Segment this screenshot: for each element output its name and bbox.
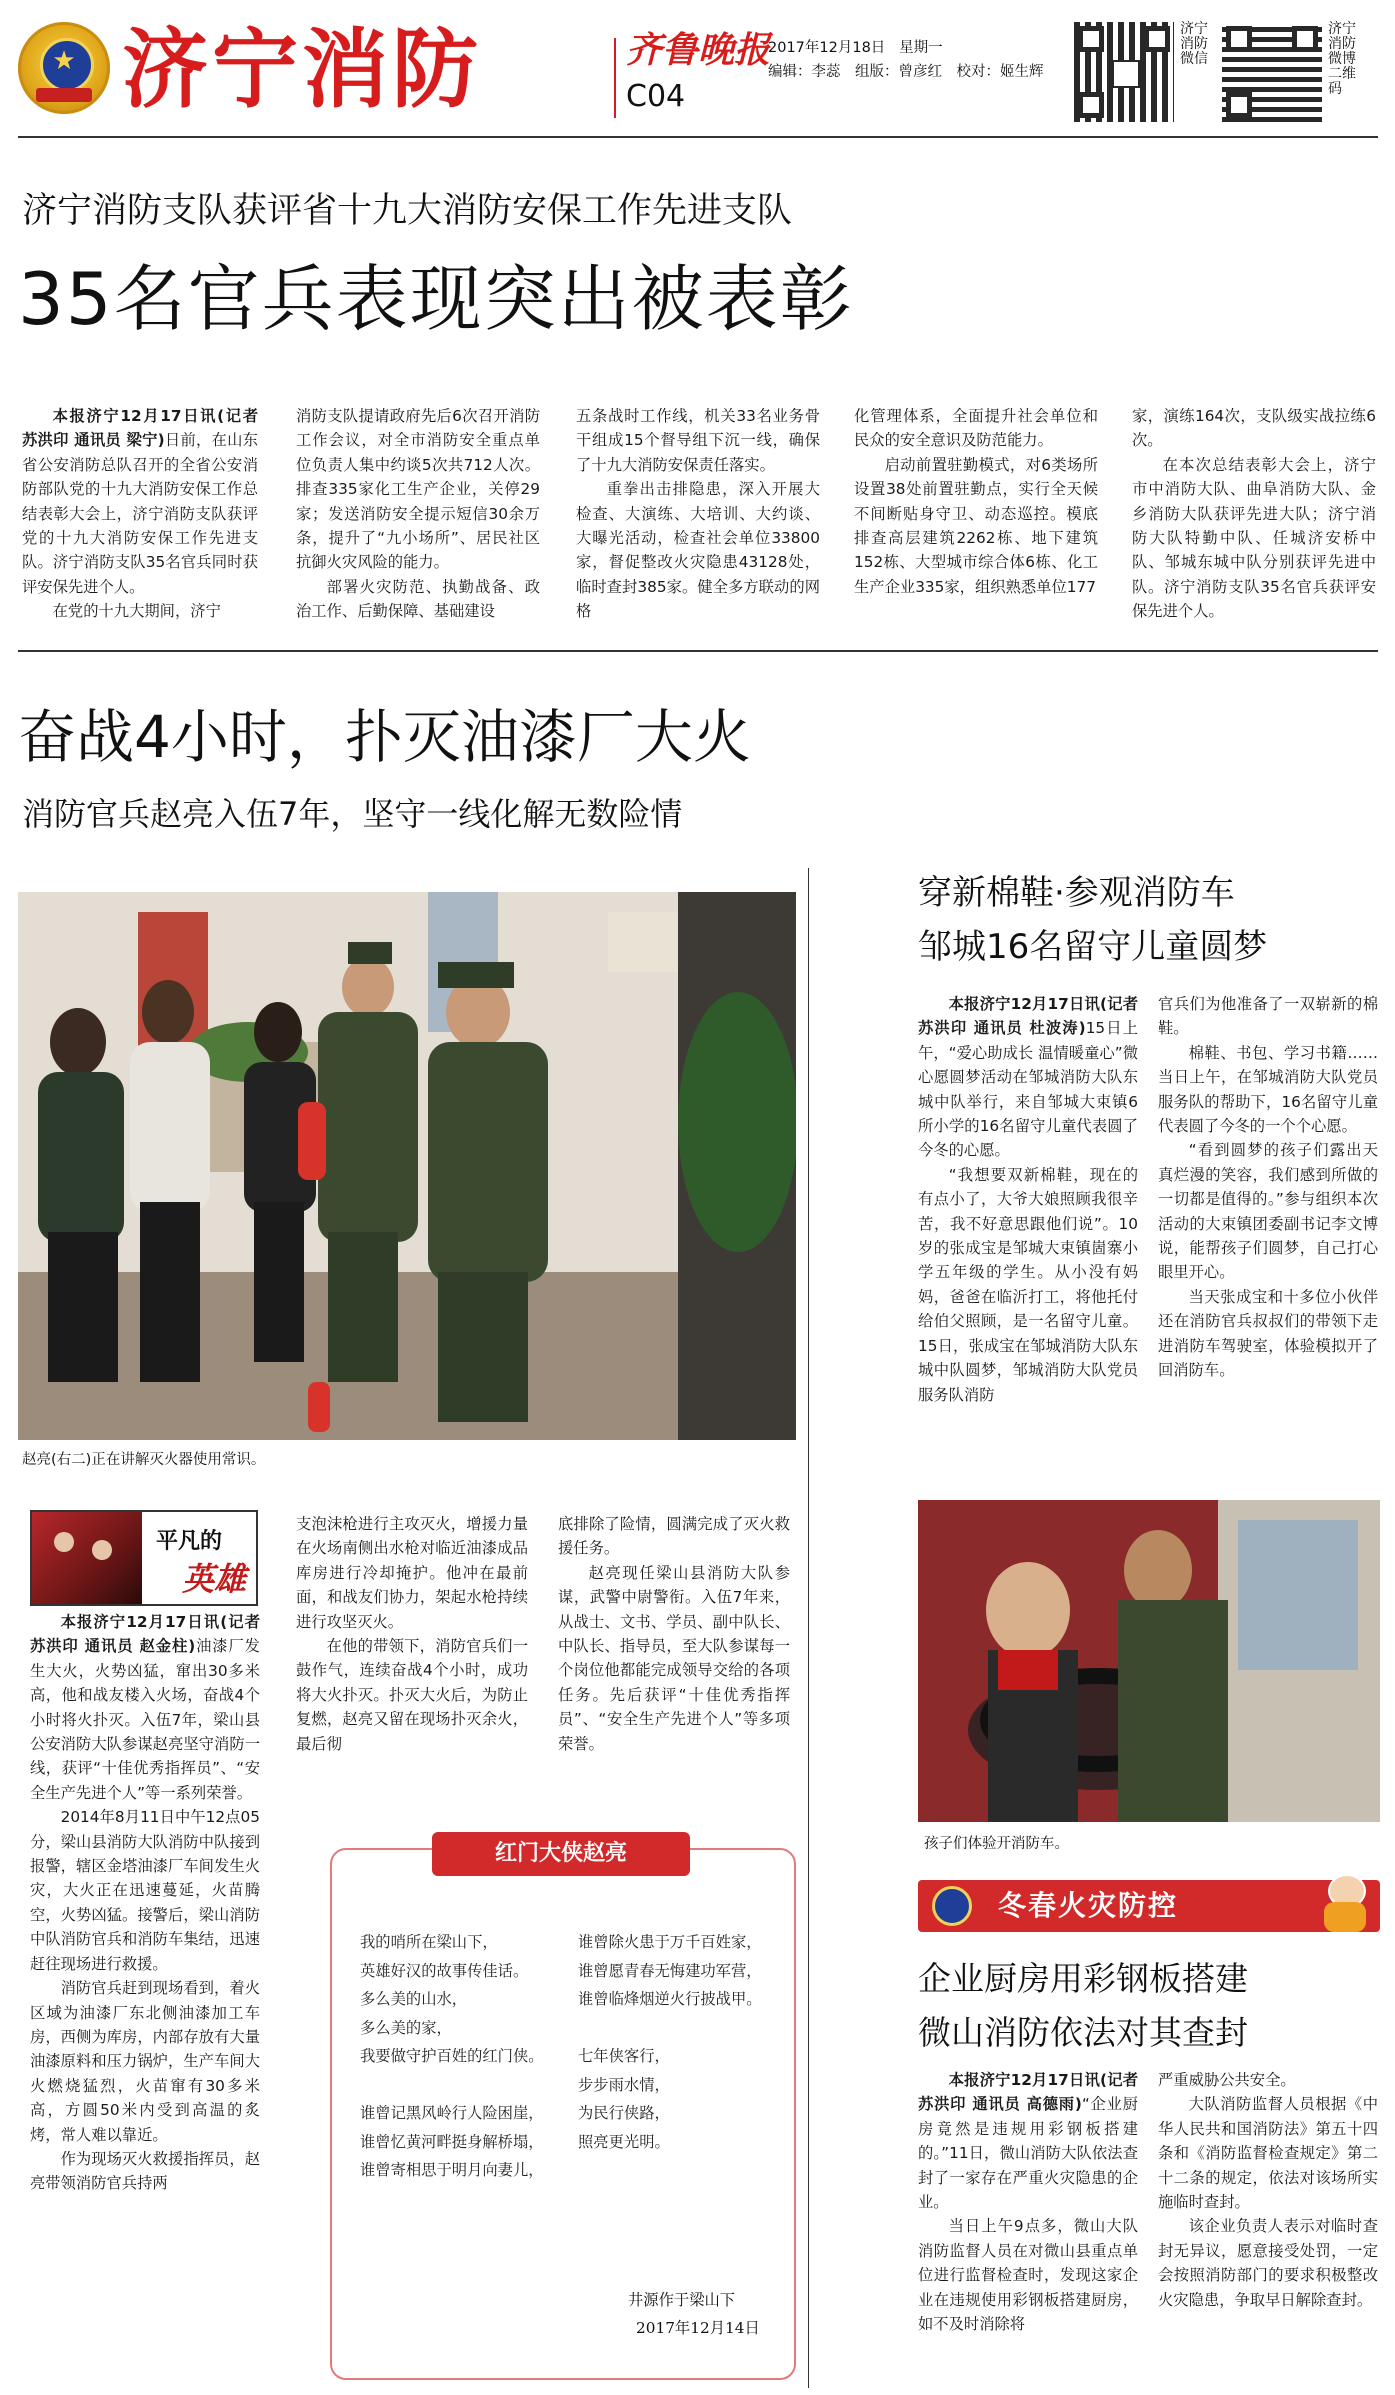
story3-c2: 官兵们为他准备了一双崭新的棉鞋。	[1158, 995, 1378, 1038]
poem-line	[578, 2014, 778, 2043]
weekday-text: 星期一	[899, 40, 943, 56]
poem-line: 多么美的家，	[360, 2018, 452, 2037]
story2-col2	[296, 1512, 528, 1756]
story1-col4	[854, 404, 1098, 599]
fire-extinguisher-photo	[18, 892, 796, 1440]
story3-headline: 邹城16名留守儿童圆梦	[918, 927, 1268, 967]
poem-line: 谁曾临烽烟逆火行披战甲。	[578, 1990, 762, 2008]
poem-line: 英雄好汉的故事传佳话。	[360, 1961, 529, 1980]
story1-col3	[576, 404, 820, 624]
ordinary-hero-badge	[30, 1510, 258, 1606]
middle-column-rule	[808, 868, 809, 2388]
story2-col1	[30, 1610, 260, 2196]
story2-byline: 本报济宁12月17日讯(记者 苏洪印 通讯员 赵金柱)	[30, 1613, 260, 1656]
story3-c2-p4: 当天张成宝和十多位小伙伴还在消防官兵叔叔们的带领下走进消防车驾驶室，体验模拟开了回消防车。	[1158, 1287, 1378, 1380]
story3-c1-text: 15日上午，“爱心助成长 温情暖童心”微心愿圆梦活动在邹城消防大队东城中队举行，来自邹城大束镇6所小学的16名留守儿童代表圆了今冬的心愿。	[918, 1019, 1138, 1160]
story1-c4: 化管理体系，全面提升社会单位和民众的安全意识及防范能力。	[854, 407, 1098, 450]
photo-scene	[18, 892, 796, 1440]
poem-line	[360, 2071, 560, 2100]
story4-col1	[918, 2068, 1138, 2336]
story4-c2-p2: 大队消防监督人员根据《中华人民共和国消防法》第五十四条和《消防监督检查规定》第二十二条的规定，依法对该场所实施临时查封。	[1158, 2095, 1378, 2212]
story2-subhead: 消防官兵赵亮入伍7年，坚守一线化解无数险情	[22, 795, 683, 833]
story2-c1-text: 油漆厂发生大火，火势凶猛，窜出30多米高，他和战友楼入火场，奋战4个小时将火扑灭。入伍7年，梁山县公安消防大队参谋赵亮坚守消防一线，获评“十佳优秀指挥员”、“安全生产先进个人”等一系列荣誉。	[30, 1637, 260, 1802]
story1-byline: 本报济宁12月17日讯(记者 苏洪印 通讯员 梁宁)	[22, 407, 258, 450]
police-emblem-icon: ★	[18, 22, 110, 114]
story2-c1-p4: 作为现场灭火救援指挥员，赵亮带领消防官兵持两	[30, 2149, 260, 2193]
story1-c3: 五条战时工作线，机关33名业务骨干组成15个督导组下沉一线，确保了十九大消防安保责任落实。	[576, 407, 820, 474]
badge-text-2: 英雄	[182, 1560, 247, 1598]
story2-c2-p2: 在他的带领下，消防官兵们一鼓作气，连续奋战4个小时，成功将大火扑灭。扑灭大火后，为防止复燃，赵亮又留在现场扑灭余火，最后彻	[296, 1637, 528, 1753]
wechat-qr-code	[1074, 22, 1174, 122]
issue-date	[768, 36, 943, 57]
weibo-qr-code	[1222, 22, 1322, 122]
poem-right	[578, 1928, 778, 2156]
story1-c3-p2: 重拳出击排隐患，深入开展大检查、大演练、大培训、大约谈、大曝光活动，检查社会单位33800家，督促整改火灾隐患43128处，临时查封385家。健全多方联动的网格	[576, 480, 820, 621]
poem-line: 谁曾愿青春无悔建功军营，	[578, 1961, 762, 1980]
page-number: C04	[626, 79, 686, 114]
poem-line: 谁曾寄相思于明月向妻儿，	[360, 2161, 544, 2179]
mascot-icon	[1318, 1874, 1372, 1934]
story3-kicker: 穿新棉鞋·参观消防车	[918, 873, 1235, 913]
poem-line: 谁曾除火患于万千百姓家，	[578, 1933, 762, 1951]
poem-left	[360, 1928, 560, 2185]
masthead	[0, 0, 1395, 140]
story1-col5	[1132, 404, 1376, 624]
poem-title: 红门大侠赵亮	[432, 1832, 690, 1876]
story4-c1-p2: 当日上午9点多，微山大队消防监督人员在对微山县重点单位进行监督检查时，发现这家企业在违规使用彩钢板搭建厨房，如不及时消除将	[918, 2217, 1138, 2334]
story4-col2	[1158, 2068, 1378, 2312]
story2-c1-p2: 2014年8月11日中午12点05分，梁山县消防大队消防中队接到报警，辖区金塔油漆厂车间发生火灾，大火正在迅速蔓延，火苗腾空，火势凶猛。接警后，梁山消防中队消防官兵和消防车集结，迅速赶往现场进行救援。	[30, 1808, 260, 1973]
poem-line: 谁曾忆黄河畔挺身解桥塌，	[360, 2132, 544, 2151]
paper-name: 齐鲁晚报	[626, 29, 771, 71]
story4-headline: 微山消防依法对其查封	[918, 2013, 1248, 2052]
story3-c2-p3: “看到圆梦的孩子们露出天真烂漫的笑容，我们感到所做的一切都是值得的。”参与组织本次活动的大束镇团委副书记李文博说，能帮孩子们圆梦，自己打心眼里开心。	[1158, 1141, 1378, 1282]
badge-text-1: 平凡的	[156, 1528, 223, 1554]
masthead-divider	[614, 38, 616, 118]
story1-rule	[18, 650, 1378, 652]
poem-line: 七年侠客行，	[578, 2047, 670, 2065]
date-text: 2017年12月18日	[768, 40, 886, 56]
masthead-rule	[18, 136, 1378, 138]
poem-line: 多么美的山水，	[360, 1990, 468, 2008]
poem-line: 为民行侠路，	[578, 2104, 670, 2122]
story3-col1	[918, 992, 1138, 1407]
story2-c1-p3: 消防官兵赶到现场看到，着火区域为油漆厂东北侧油漆加工车房，西侧为库房，内部存放有大量油漆原料和压力锅炉，生产车间大火燃烧猛烈，火苗窜有30多米高，方圆50米内受到高温的炙烤，常人难以靠近。	[30, 1979, 260, 2144]
story4-c2-p3: 该企业负责人表示对临时查封无异议，愿意接受处罚，一定会按照消防部门的要求积极整改火灾隐患，争取早日解除查封。	[1158, 2217, 1378, 2309]
story1-headline: 35名官兵表现突出被表彰	[18, 257, 854, 341]
story1-c2-p2: 部署火灾防范、执勤战备、政治工作、后勤保障、基础建设	[296, 577, 540, 621]
story3-photo-caption: 孩子们体验开消防车。	[924, 1836, 1069, 1852]
banner-text: 冬春火灾防控	[998, 1889, 1179, 1922]
story3-col2	[1158, 992, 1378, 1383]
poem-line: 步步雨水情，	[578, 2075, 670, 2094]
story1-kicker: 济宁消防支队获评省十九大消防安保工作先进支队	[22, 191, 793, 231]
story2-c3-p2: 赵亮现任梁山县消防大队参谋，武警中尉警衔。入伍7年来，从战士、文书、学员、副中队长、中队长、指导员，至大队参谋每一个岗位他都能完成领导交给的各项任务。先后获评“十佳优秀指挥员”、“安全生产先进个人”等多项荣誉。	[558, 1563, 790, 1753]
story3-byline: 本报济宁12月17日讯(记者 苏洪印 通讯员 杜波涛)	[918, 995, 1138, 1038]
story2-c2: 支泡沫枪进行主攻灭火，增援力量在火场南侧出水枪对临近油漆成品库房进行冷却掩护。他冲在最前面，和战友们协力，架起水枪持续进行攻坚灭火。	[296, 1515, 528, 1631]
story1-c1-p2: 在党的十九大期间，济宁	[52, 602, 221, 621]
story4-byline: 本报济宁12月17日讯(记者 苏洪印 通讯员 高德雨)	[918, 2071, 1138, 2114]
qr1-label: 济宁消防微信	[1180, 21, 1208, 67]
poem-date: 2017年12月14日	[636, 2319, 760, 2337]
story1-c1-text: 日前，在山东省公安消防总队召开的全省公安消防部队党的十九大消防安保工作总结表彰大会上，济宁消防支队获评党的十九大消防安保工作先进支队。济宁消防支队35名官兵同时获评安保先进个人。	[22, 431, 258, 596]
story1-col2	[296, 404, 540, 624]
story4-c2: 严重威胁公共安全。	[1158, 2071, 1296, 2089]
staff-line: 编辑：李蕊 组版：曾彦红 校对：姬生辉	[768, 64, 1044, 80]
story1-c2: 消防支队提请政府先后6次召开消防工作会议，对全市消防安全重点单位负责人集中约谈5次共712人次。排查335家化工生产企业，关停29家；发送消防安全提示短信30余万条，提升了“九小场所”、居民社区抗御火灾风险的能力。	[296, 407, 540, 572]
qr2-label: 济宁消防微博二维码	[1328, 21, 1356, 97]
story3-c1-p2: “我想要双新棉鞋，现在的有点小了，大爷大娘照顾我很辛苦，我不好意思跟他们说”。10岁的张成宝是邹城大束镇崮寨小学五年级的学生。从小没有妈妈，爸爸在临沂打工，将他托付给伯父照顾，是一名留守儿童。15日，张成宝在邹城消防大队东城中队圆梦，邹城消防大队党员服务队消防	[918, 1165, 1138, 1404]
story2-col3	[558, 1512, 790, 1756]
poem-line: 照亮更光明。	[578, 2132, 670, 2151]
fire-truck-photo	[918, 1500, 1380, 1822]
story1-c4-p2: 启动前置驻勤模式，对6类场所设置38处前置驻勤点，实行全天候不间断贴身守卫、动态巡控。模底排查高层建筑2262栋、地下建筑152栋、大型城市综合体6栋、化工生产企业335家，组织熟悉单位177	[854, 455, 1098, 596]
poem-line: 我的哨所在梁山下，	[360, 1933, 498, 1951]
winter-fire-banner	[918, 1880, 1380, 1932]
fire-badge-icon	[932, 1886, 972, 1926]
poem-line: 我要做守护百姓的红门侠。	[360, 2047, 544, 2065]
story2-photo-caption: 赵亮(右二)正在讲解灭火器使用常识。	[22, 1452, 266, 1468]
badge-image	[32, 1512, 142, 1604]
masthead-title: 济宁消防	[122, 20, 482, 120]
story4-kicker: 企业厨房用彩钢板搭建	[918, 1959, 1248, 1998]
story2-c3: 底排除了险情，圆满完成了灭火救援任务。	[558, 1515, 790, 1558]
story4-c1-text: “企业厨房竟然是违规用彩钢板搭建的。”11日，微山消防大队依法查封了一家存在严重火灾隐患的企业。	[918, 2095, 1138, 2212]
story1-col1	[22, 404, 258, 624]
truck-scene	[918, 1500, 1380, 1822]
poem-author: 井源作于梁山下	[628, 2291, 736, 2309]
story2-headline: 奋战4小时，扑灭油漆厂大火	[18, 703, 751, 771]
story3-c2-p2: 棉鞋、书包、学习书籍……当日上午，在邹城消防大队党员服务队的帮助下，16名留守儿童代表圆了今冬的一个个心愿。	[1158, 1043, 1378, 1136]
poem-line: 谁曾记黑风岭行人险困崖，	[360, 2104, 544, 2122]
story1-c5: 家，演练164次，支队级实战拉练6次。	[1132, 407, 1376, 450]
story1-c5-p2: 在本次总结表彰大会上，济宁市中消防大队、曲阜消防大队、金乡消防大队获评先进大队；济宁消防大队特勤中队、任城济安桥中队、邹城东城中队分别获评先进中队。济宁消防支队35名官兵获评安保先进个人。	[1132, 455, 1376, 621]
